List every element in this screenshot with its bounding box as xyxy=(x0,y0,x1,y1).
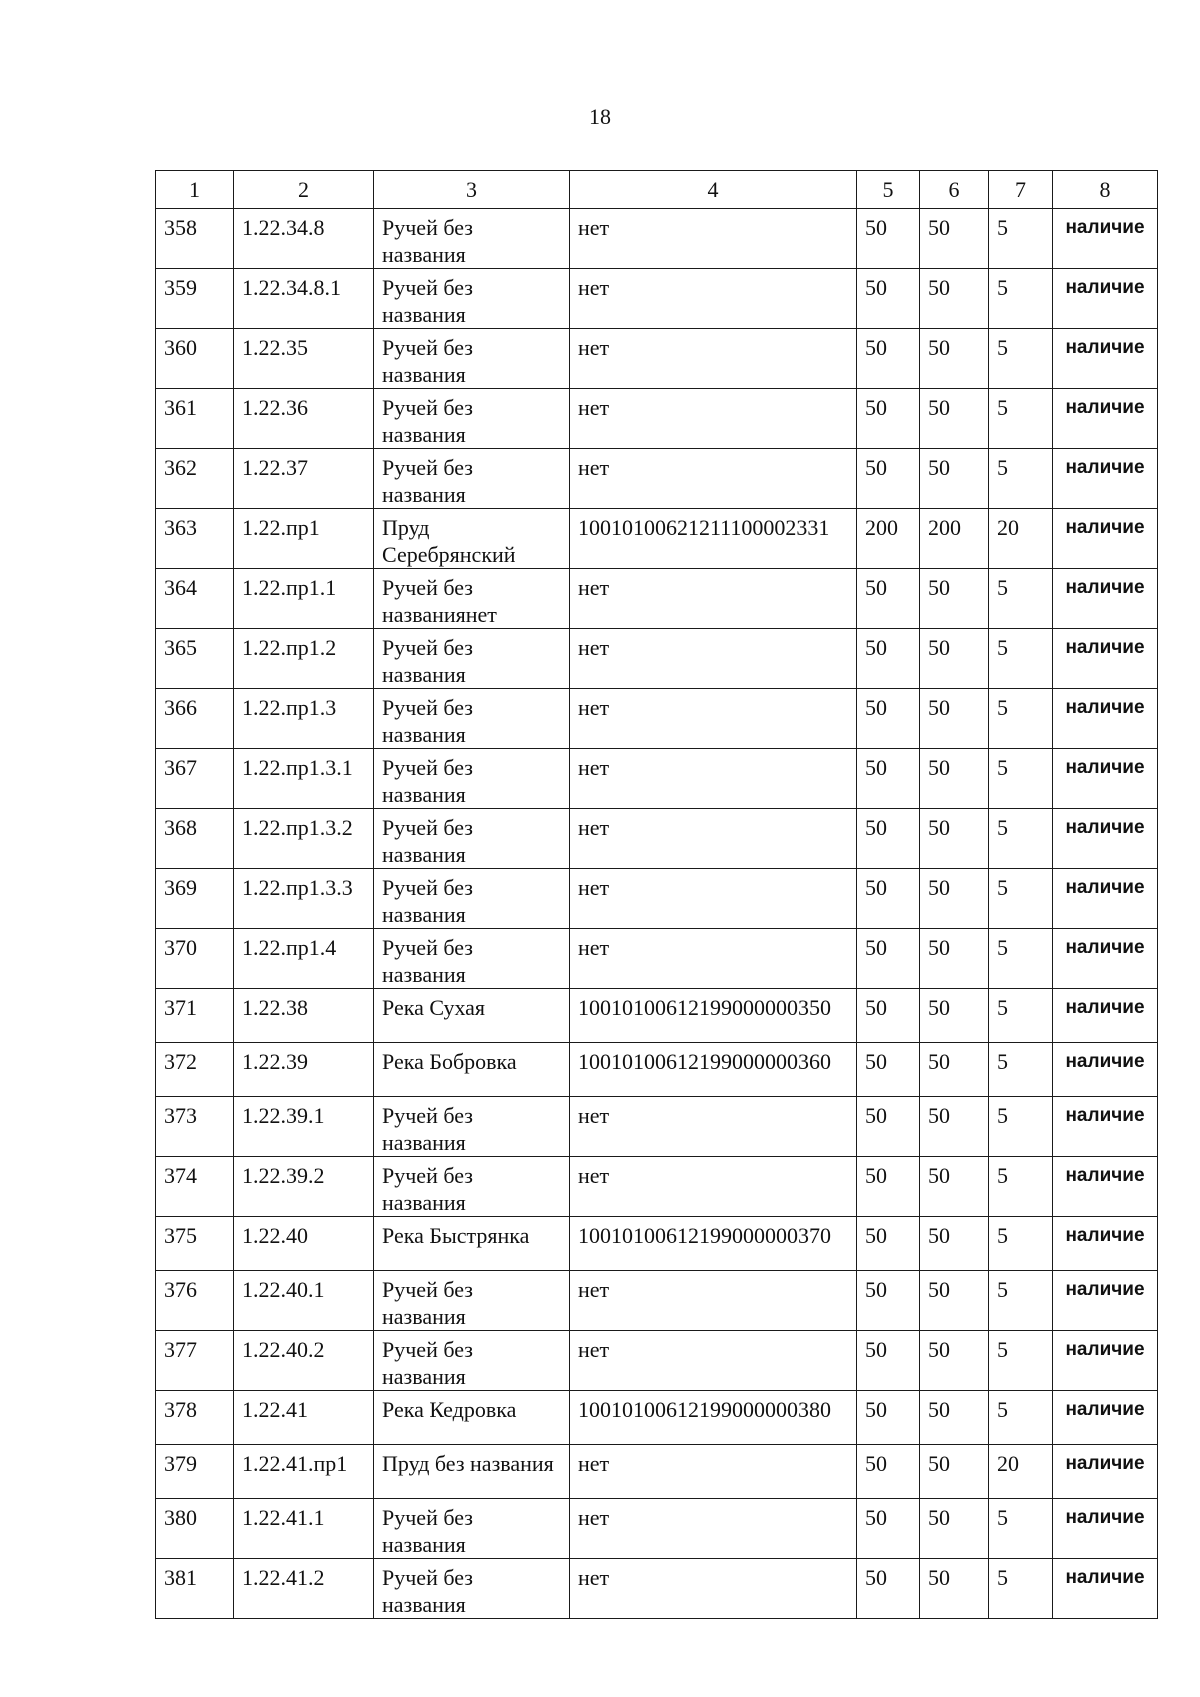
table-row xyxy=(156,1043,1158,1097)
registry-code-cell: нет xyxy=(570,1271,857,1331)
column-7-cell: 5 xyxy=(989,809,1053,869)
registry-code-cell: нет xyxy=(570,689,857,749)
status-cell: наличие xyxy=(1053,1445,1158,1499)
column-6-cell: 50 xyxy=(920,329,989,389)
object-code-cell: 1.22.41.2 xyxy=(234,1559,374,1619)
column-5-cell: 50 xyxy=(857,1445,920,1499)
column-7-cell: 5 xyxy=(989,929,1053,989)
table-row xyxy=(156,989,1158,1043)
object-name-cell: Ручей без названия xyxy=(374,209,570,269)
column-5-cell: 50 xyxy=(857,689,920,749)
object-code-cell: 1.22.40.2 xyxy=(234,1331,374,1391)
registry-code-cell: нет xyxy=(570,809,857,869)
object-name-cell: Река Сухая xyxy=(374,989,570,1043)
column-7-cell: 5 xyxy=(989,1559,1053,1619)
column-7-cell: 5 xyxy=(989,329,1053,389)
column-6-cell: 50 xyxy=(920,269,989,329)
row-number-cell: 362 xyxy=(156,449,234,509)
column-5-cell: 50 xyxy=(857,1217,920,1271)
table-row xyxy=(156,1499,1158,1559)
registry-code-cell: 10010100612199000000380 xyxy=(570,1391,857,1445)
object-code-cell: 1.22.34.8.1 xyxy=(234,269,374,329)
column-5-cell: 50 xyxy=(857,1559,920,1619)
status-cell: наличие xyxy=(1053,389,1158,449)
table-row xyxy=(156,689,1158,749)
column-5-cell: 50 xyxy=(857,1043,920,1097)
object-code-cell: 1.22.39.1 xyxy=(234,1097,374,1157)
column-5-cell: 200 xyxy=(857,509,920,569)
registry-code-cell: нет xyxy=(570,209,857,269)
table-body xyxy=(156,209,1158,1619)
object-code-cell: 1.22.40.1 xyxy=(234,1271,374,1331)
object-code-cell: 1.22.пр1.4 xyxy=(234,929,374,989)
row-number-cell: 370 xyxy=(156,929,234,989)
object-code-cell: 1.22.39 xyxy=(234,1043,374,1097)
column-6-cell: 50 xyxy=(920,1271,989,1331)
col-header-4: 4 xyxy=(570,171,857,209)
status-cell: наличие xyxy=(1053,209,1158,269)
column-6-cell: 50 xyxy=(920,1391,989,1445)
object-code-cell: 1.22.38 xyxy=(234,989,374,1043)
column-5-cell: 50 xyxy=(857,269,920,329)
registry-code-cell: нет xyxy=(570,929,857,989)
column-6-cell: 50 xyxy=(920,1445,989,1499)
status-cell: наличие xyxy=(1053,869,1158,929)
column-6-cell: 50 xyxy=(920,629,989,689)
status-cell: наличие xyxy=(1053,749,1158,809)
registry-code-cell: нет xyxy=(570,329,857,389)
column-6-cell: 50 xyxy=(920,389,989,449)
object-code-cell: 1.22.пр1.2 xyxy=(234,629,374,689)
table-row xyxy=(156,1559,1158,1619)
status-cell: наличие xyxy=(1053,809,1158,869)
row-number-cell: 365 xyxy=(156,629,234,689)
row-number-cell: 380 xyxy=(156,1499,234,1559)
column-6-cell: 50 xyxy=(920,989,989,1043)
row-number-cell: 371 xyxy=(156,989,234,1043)
object-code-cell: 1.22.40 xyxy=(234,1217,374,1271)
status-cell: наличие xyxy=(1053,1559,1158,1619)
column-6-cell: 50 xyxy=(920,1499,989,1559)
column-7-cell: 5 xyxy=(989,629,1053,689)
column-5-cell: 50 xyxy=(857,809,920,869)
status-cell: наличие xyxy=(1053,689,1158,749)
table-row xyxy=(156,329,1158,389)
column-6-cell: 50 xyxy=(920,1043,989,1097)
status-cell: наличие xyxy=(1053,629,1158,689)
status-cell: наличие xyxy=(1053,1043,1158,1097)
column-5-cell: 50 xyxy=(857,1097,920,1157)
registry-code-cell: нет xyxy=(570,749,857,809)
column-7-cell: 5 xyxy=(989,749,1053,809)
row-number-cell: 376 xyxy=(156,1271,234,1331)
column-6-cell: 50 xyxy=(920,449,989,509)
table-row xyxy=(156,929,1158,989)
object-code-cell: 1.22.пр1.3.2 xyxy=(234,809,374,869)
col-header-1: 1 xyxy=(156,171,234,209)
object-name-cell: Ручей без названия xyxy=(374,1271,570,1331)
object-name-cell: Пруд Серебрянский xyxy=(374,509,570,569)
object-name-cell: Ручей без названия xyxy=(374,929,570,989)
column-6-cell: 50 xyxy=(920,1559,989,1619)
table-row xyxy=(156,1157,1158,1217)
column-7-cell: 20 xyxy=(989,1445,1053,1499)
object-code-cell: 1.22.34.8 xyxy=(234,209,374,269)
table-row xyxy=(156,209,1158,269)
column-5-cell: 50 xyxy=(857,1157,920,1217)
row-number-cell: 374 xyxy=(156,1157,234,1217)
registry-code-cell: нет xyxy=(570,1445,857,1499)
row-number-cell: 375 xyxy=(156,1217,234,1271)
column-5-cell: 50 xyxy=(857,569,920,629)
column-7-cell: 5 xyxy=(989,1331,1053,1391)
object-code-cell: 1.22.36 xyxy=(234,389,374,449)
column-5-cell: 50 xyxy=(857,1391,920,1445)
registry-code-cell: 10010100612199000000370 xyxy=(570,1217,857,1271)
status-cell: наличие xyxy=(1053,329,1158,389)
column-6-cell: 50 xyxy=(920,569,989,629)
column-6-cell: 50 xyxy=(920,689,989,749)
column-6-cell: 50 xyxy=(920,1331,989,1391)
status-cell: наличие xyxy=(1053,1097,1158,1157)
registry-code-cell: нет xyxy=(570,1331,857,1391)
row-number-cell: 372 xyxy=(156,1043,234,1097)
object-name-cell: Ручей без названия xyxy=(374,1097,570,1157)
object-code-cell: 1.22.39.2 xyxy=(234,1157,374,1217)
column-5-cell: 50 xyxy=(857,929,920,989)
row-number-cell: 367 xyxy=(156,749,234,809)
column-6-cell: 50 xyxy=(920,209,989,269)
table-row xyxy=(156,509,1158,569)
table-row xyxy=(156,749,1158,809)
column-7-cell: 5 xyxy=(989,1271,1053,1331)
object-name-cell: Ручей без названия xyxy=(374,629,570,689)
column-7-cell: 5 xyxy=(989,269,1053,329)
col-header-5: 5 xyxy=(857,171,920,209)
col-header-7: 7 xyxy=(989,171,1053,209)
status-cell: наличие xyxy=(1053,569,1158,629)
water-bodies-table xyxy=(155,170,1158,1619)
table-row xyxy=(156,809,1158,869)
registry-code-cell: 10010100612199000000350 xyxy=(570,989,857,1043)
page-number: 18 xyxy=(589,104,611,129)
object-name-cell: Ручей без названия xyxy=(374,449,570,509)
col-header-3: 3 xyxy=(374,171,570,209)
status-cell: наличие xyxy=(1053,989,1158,1043)
row-number-cell: 359 xyxy=(156,269,234,329)
header-row xyxy=(156,171,1158,209)
object-code-cell: 1.22.пр1.3.3 xyxy=(234,869,374,929)
column-6-cell: 50 xyxy=(920,929,989,989)
table-row xyxy=(156,1331,1158,1391)
registry-code-cell: нет xyxy=(570,1559,857,1619)
object-name-cell: Ручей без названия xyxy=(374,1559,570,1619)
registry-code-cell: нет xyxy=(570,269,857,329)
column-5-cell: 50 xyxy=(857,209,920,269)
registry-code-cell: 10010100621211100002331 xyxy=(570,509,857,569)
object-code-cell: 1.22.41.1 xyxy=(234,1499,374,1559)
status-cell: наличие xyxy=(1053,269,1158,329)
registry-code-cell: нет xyxy=(570,1097,857,1157)
column-6-cell: 50 xyxy=(920,869,989,929)
column-7-cell: 5 xyxy=(989,1097,1053,1157)
column-5-cell: 50 xyxy=(857,749,920,809)
column-7-cell: 5 xyxy=(989,209,1053,269)
table-row xyxy=(156,869,1158,929)
column-7-cell: 5 xyxy=(989,389,1053,449)
column-5-cell: 50 xyxy=(857,629,920,689)
object-name-cell: Ручей без названия xyxy=(374,329,570,389)
object-name-cell: Ручей без названия xyxy=(374,1499,570,1559)
object-name-cell: Ручей без названия xyxy=(374,689,570,749)
column-6-cell: 50 xyxy=(920,1157,989,1217)
object-code-cell: 1.22.37 xyxy=(234,449,374,509)
column-7-cell: 5 xyxy=(989,1043,1053,1097)
column-5-cell: 50 xyxy=(857,1331,920,1391)
object-name-cell: Ручей без названия xyxy=(374,1331,570,1391)
row-number-cell: 363 xyxy=(156,509,234,569)
column-6-cell: 50 xyxy=(920,1217,989,1271)
object-code-cell: 1.22.41.пр1 xyxy=(234,1445,374,1499)
row-number-cell: 364 xyxy=(156,569,234,629)
table-row xyxy=(156,1097,1158,1157)
column-5-cell: 50 xyxy=(857,869,920,929)
object-code-cell: 1.22.пр1.3.1 xyxy=(234,749,374,809)
registry-code-cell: нет xyxy=(570,449,857,509)
registry-code-cell: нет xyxy=(570,629,857,689)
object-name-cell: Ручей без названия xyxy=(374,269,570,329)
registry-code-cell: нет xyxy=(570,389,857,449)
status-cell: наличие xyxy=(1053,929,1158,989)
column-7-cell: 5 xyxy=(989,989,1053,1043)
row-number-cell: 358 xyxy=(156,209,234,269)
status-cell: наличие xyxy=(1053,1157,1158,1217)
object-name-cell: Пруд без названия xyxy=(374,1445,570,1499)
table-row xyxy=(156,1217,1158,1271)
table-row xyxy=(156,1391,1158,1445)
column-7-cell: 5 xyxy=(989,569,1053,629)
status-cell: наличие xyxy=(1053,1391,1158,1445)
status-cell: наличие xyxy=(1053,1331,1158,1391)
col-header-2: 2 xyxy=(234,171,374,209)
row-number-cell: 381 xyxy=(156,1559,234,1619)
row-number-cell: 369 xyxy=(156,869,234,929)
registry-code-cell: нет xyxy=(570,1157,857,1217)
col-header-8: 8 xyxy=(1053,171,1158,209)
row-number-cell: 377 xyxy=(156,1331,234,1391)
object-name-cell: Ручей без названия xyxy=(374,389,570,449)
column-7-cell: 5 xyxy=(989,1391,1053,1445)
registry-code-cell: нет xyxy=(570,569,857,629)
column-6-cell: 50 xyxy=(920,809,989,869)
column-6-cell: 50 xyxy=(920,1097,989,1157)
table-row xyxy=(156,569,1158,629)
table-row xyxy=(156,389,1158,449)
column-6-cell: 200 xyxy=(920,509,989,569)
status-cell: наличие xyxy=(1053,1499,1158,1559)
col-header-6: 6 xyxy=(920,171,989,209)
row-number-cell: 373 xyxy=(156,1097,234,1157)
column-5-cell: 50 xyxy=(857,989,920,1043)
row-number-cell: 378 xyxy=(156,1391,234,1445)
column-7-cell: 5 xyxy=(989,869,1053,929)
row-number-cell: 379 xyxy=(156,1445,234,1499)
column-5-cell: 50 xyxy=(857,329,920,389)
object-name-cell: Ручей без названиянет xyxy=(374,569,570,629)
object-name-cell: Ручей без названия xyxy=(374,869,570,929)
table-row xyxy=(156,269,1158,329)
column-7-cell: 5 xyxy=(989,1157,1053,1217)
registry-code-cell: нет xyxy=(570,869,857,929)
status-cell: наличие xyxy=(1053,1271,1158,1331)
column-7-cell: 5 xyxy=(989,689,1053,749)
column-7-cell: 5 xyxy=(989,1217,1053,1271)
table-row xyxy=(156,629,1158,689)
object-name-cell: Ручей без названия xyxy=(374,1157,570,1217)
object-name-cell: Ручей без названия xyxy=(374,809,570,869)
column-6-cell: 50 xyxy=(920,749,989,809)
column-5-cell: 50 xyxy=(857,389,920,449)
object-name-cell: Ручей без названия xyxy=(374,749,570,809)
registry-code-cell: 10010100612199000000360 xyxy=(570,1043,857,1097)
object-code-cell: 1.22.41 xyxy=(234,1391,374,1445)
object-code-cell: 1.22.35 xyxy=(234,329,374,389)
status-cell: наличие xyxy=(1053,1217,1158,1271)
row-number-cell: 366 xyxy=(156,689,234,749)
object-code-cell: 1.22.пр1.1 xyxy=(234,569,374,629)
row-number-cell: 360 xyxy=(156,329,234,389)
object-name-cell: Река Кедровка xyxy=(374,1391,570,1445)
table-row xyxy=(156,1445,1158,1499)
column-5-cell: 50 xyxy=(857,449,920,509)
status-cell: наличие xyxy=(1053,509,1158,569)
column-7-cell: 20 xyxy=(989,509,1053,569)
object-name-cell: Река Быстрянка xyxy=(374,1217,570,1271)
column-5-cell: 50 xyxy=(857,1499,920,1559)
status-cell: наличие xyxy=(1053,449,1158,509)
column-7-cell: 5 xyxy=(989,1499,1053,1559)
column-5-cell: 50 xyxy=(857,1271,920,1331)
registry-code-cell: нет xyxy=(570,1499,857,1559)
object-code-cell: 1.22.пр1.3 xyxy=(234,689,374,749)
table-row xyxy=(156,1271,1158,1331)
row-number-cell: 368 xyxy=(156,809,234,869)
object-name-cell: Река Бобровка xyxy=(374,1043,570,1097)
table-row xyxy=(156,449,1158,509)
object-code-cell: 1.22.пр1 xyxy=(234,509,374,569)
column-7-cell: 5 xyxy=(989,449,1053,509)
row-number-cell: 361 xyxy=(156,389,234,449)
